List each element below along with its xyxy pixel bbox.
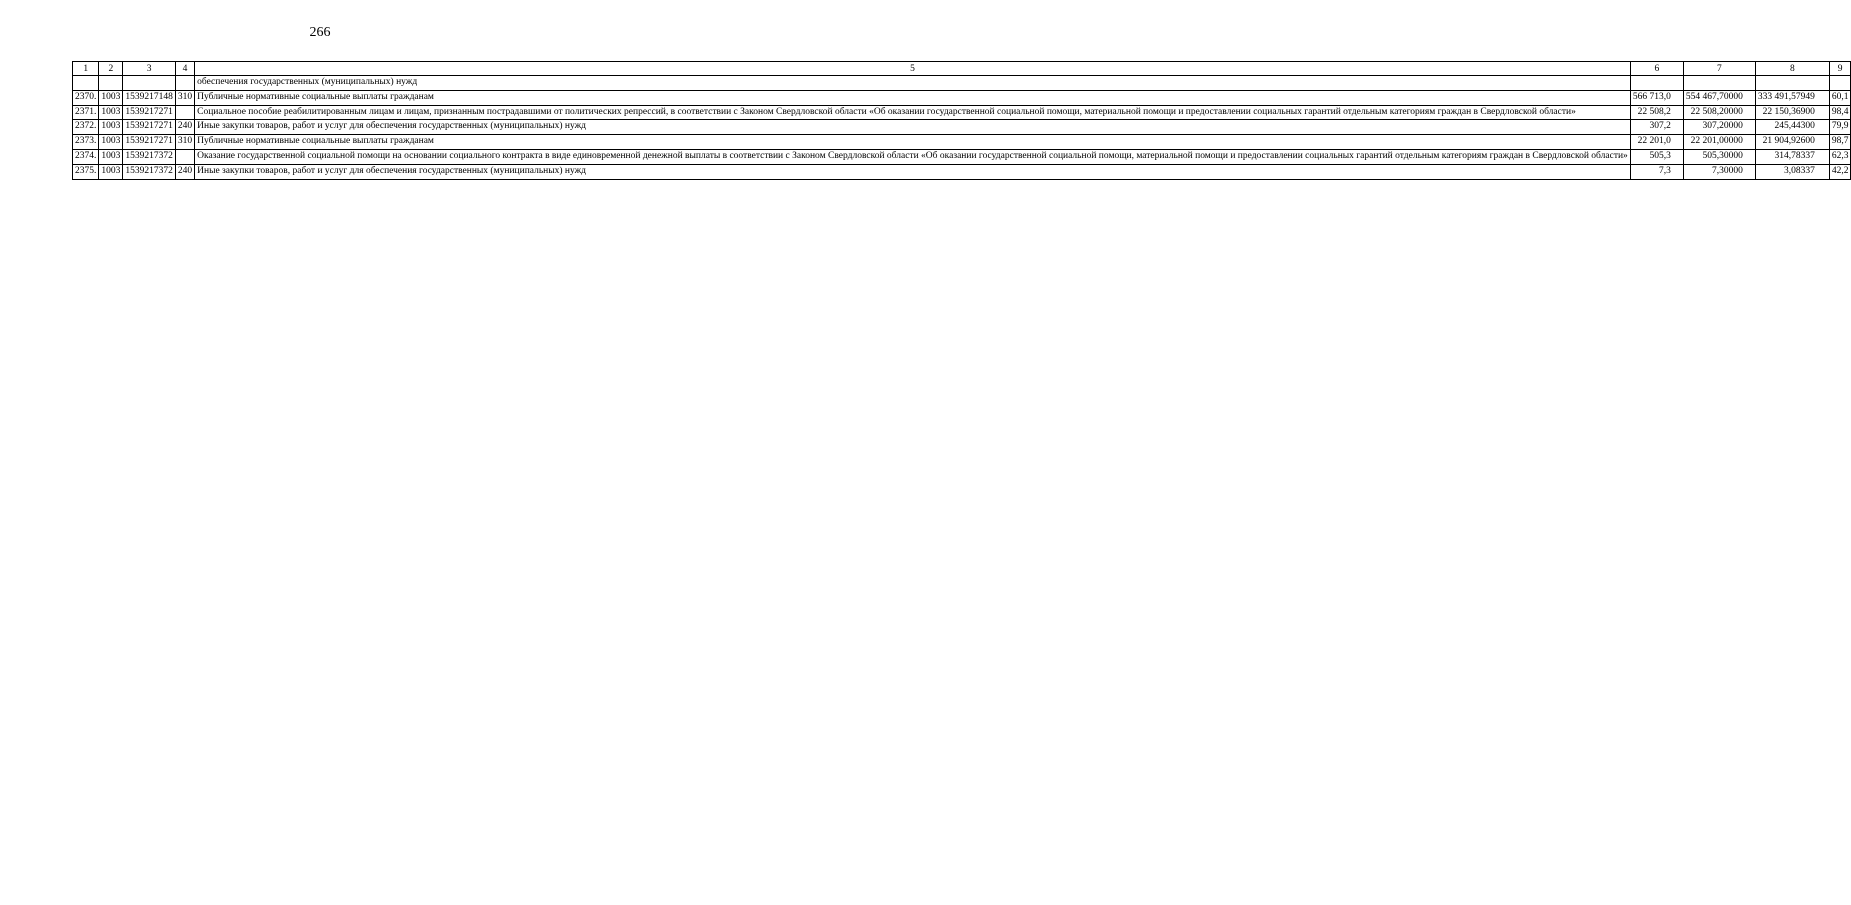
table-header-row <box>73 62 1851 76</box>
expense-type-cell: 240 <box>175 164 194 179</box>
execution-percent-cell: 60,1 <box>1829 90 1851 105</box>
execution-percent-cell <box>1829 76 1851 91</box>
section-code-cell <box>99 76 123 91</box>
approved-amount-cell: 22 508,2 <box>1630 105 1683 120</box>
target-article-cell: 1539217148 <box>123 90 176 105</box>
approved-amount-cell: 7,3 <box>1630 164 1683 179</box>
column-header: 5 <box>195 62 1631 76</box>
row-number-cell: 2375. <box>73 164 99 179</box>
expense-type-cell: 310 <box>175 135 194 150</box>
item-name-cell: Иные закупки товаров, работ и услуг для обеспечения государственных (муниципальных) нужд <box>195 120 1631 135</box>
item-name-cell: Публичные нормативные социальные выплаты гражданам <box>195 135 1631 150</box>
approved-amount-cell: 22 201,0 <box>1630 135 1683 150</box>
executed-amount-cell <box>1755 76 1829 91</box>
item-name-cell: Оказание государственной социальной помощи на основании социального контракта в виде единовременной денежной выплаты в соответствии с Законом Свердловской области «Об оказании государственной социальной помощи, материальной помощи и предоставлении социальных гарантий отдельным категориям граждан в Свердловской области» <box>195 149 1631 164</box>
execution-percent-cell: 42,2 <box>1829 164 1851 179</box>
table-row <box>73 76 1851 91</box>
execution-percent-cell: 79,9 <box>1829 120 1851 135</box>
row-number-cell <box>73 76 99 91</box>
target-article-cell: 1539217271 <box>123 135 176 150</box>
refined-amount-cell: 307,20000 <box>1683 120 1755 135</box>
approved-amount-cell: 566 713,0 <box>1630 90 1683 105</box>
section-code-cell: 1003 <box>99 164 123 179</box>
row-number-cell: 2372. <box>73 120 99 135</box>
section-code-cell: 1003 <box>99 120 123 135</box>
approved-amount-cell: 505,3 <box>1630 149 1683 164</box>
refined-amount-cell: 22 508,20000 <box>1683 105 1755 120</box>
table-row <box>73 120 1851 135</box>
section-code-cell: 1003 <box>99 105 123 120</box>
executed-amount-cell: 245,44300 <box>1755 120 1829 135</box>
table-row <box>73 105 1851 120</box>
target-article-cell: 1539217271 <box>123 120 176 135</box>
item-name-cell: Социальное пособие реабилитированным лицам и лицам, признанным пострадавшими от политических репрессий, в соответствии с Законом Свердловской области «Об оказании государственной социальной помощи, материальной помощи и предоставлении социальных гарантий отдельным категориям граждан в Свердловской области» <box>195 105 1631 120</box>
table-row <box>73 135 1851 150</box>
executed-amount-cell: 22 150,36900 <box>1755 105 1829 120</box>
section-code-cell: 1003 <box>99 135 123 150</box>
executed-amount-cell: 333 491,57949 <box>1755 90 1829 105</box>
expense-type-cell <box>175 76 194 91</box>
column-header: 2 <box>99 62 123 76</box>
expense-type-cell: 240 <box>175 120 194 135</box>
execution-percent-cell: 62,3 <box>1829 149 1851 164</box>
column-header: 4 <box>175 62 194 76</box>
approved-amount-cell <box>1630 76 1683 91</box>
column-header: 3 <box>123 62 176 76</box>
budget-table <box>72 61 1851 180</box>
column-header: 7 <box>1683 62 1755 76</box>
row-number-cell: 2373. <box>73 135 99 150</box>
executed-amount-cell: 3,08337 <box>1755 164 1829 179</box>
table-row <box>73 164 1851 179</box>
target-article-cell: 1539217372 <box>123 164 176 179</box>
expense-type-cell <box>175 149 194 164</box>
row-number-cell: 2374. <box>73 149 99 164</box>
refined-amount-cell: 22 201,00000 <box>1683 135 1755 150</box>
expense-type-cell <box>175 105 194 120</box>
item-name-cell: Иные закупки товаров, работ и услуг для обеспечения государственных (муниципальных) нужд <box>195 164 1631 179</box>
row-number-cell: 2370. <box>73 90 99 105</box>
refined-amount-cell <box>1683 76 1755 91</box>
target-article-cell <box>123 76 176 91</box>
item-name-cell: обеспечения государственных (муниципальных) нужд <box>195 76 1631 91</box>
refined-amount-cell: 7,30000 <box>1683 164 1755 179</box>
executed-amount-cell: 21 904,92600 <box>1755 135 1829 150</box>
approved-amount-cell: 307,2 <box>1630 120 1683 135</box>
refined-amount-cell: 554 467,70000 <box>1683 90 1755 105</box>
section-code-cell: 1003 <box>99 90 123 105</box>
target-article-cell: 1539217271 <box>123 105 176 120</box>
column-header: 6 <box>1630 62 1683 76</box>
row-number-cell: 2371. <box>73 105 99 120</box>
page-number: 266 <box>309 25 331 40</box>
column-header: 8 <box>1755 62 1829 76</box>
item-name-cell: Публичные нормативные социальные выплаты гражданам <box>195 90 1631 105</box>
column-header: 9 <box>1829 62 1851 76</box>
execution-percent-cell: 98,4 <box>1829 105 1851 120</box>
execution-percent-cell: 98,7 <box>1829 135 1851 150</box>
section-code-cell: 1003 <box>99 149 123 164</box>
executed-amount-cell: 314,78337 <box>1755 149 1829 164</box>
column-header: 1 <box>73 62 99 76</box>
table-row <box>73 90 1851 105</box>
refined-amount-cell: 505,30000 <box>1683 149 1755 164</box>
target-article-cell: 1539217372 <box>123 149 176 164</box>
expense-type-cell: 310 <box>175 90 194 105</box>
table-row <box>73 149 1851 164</box>
